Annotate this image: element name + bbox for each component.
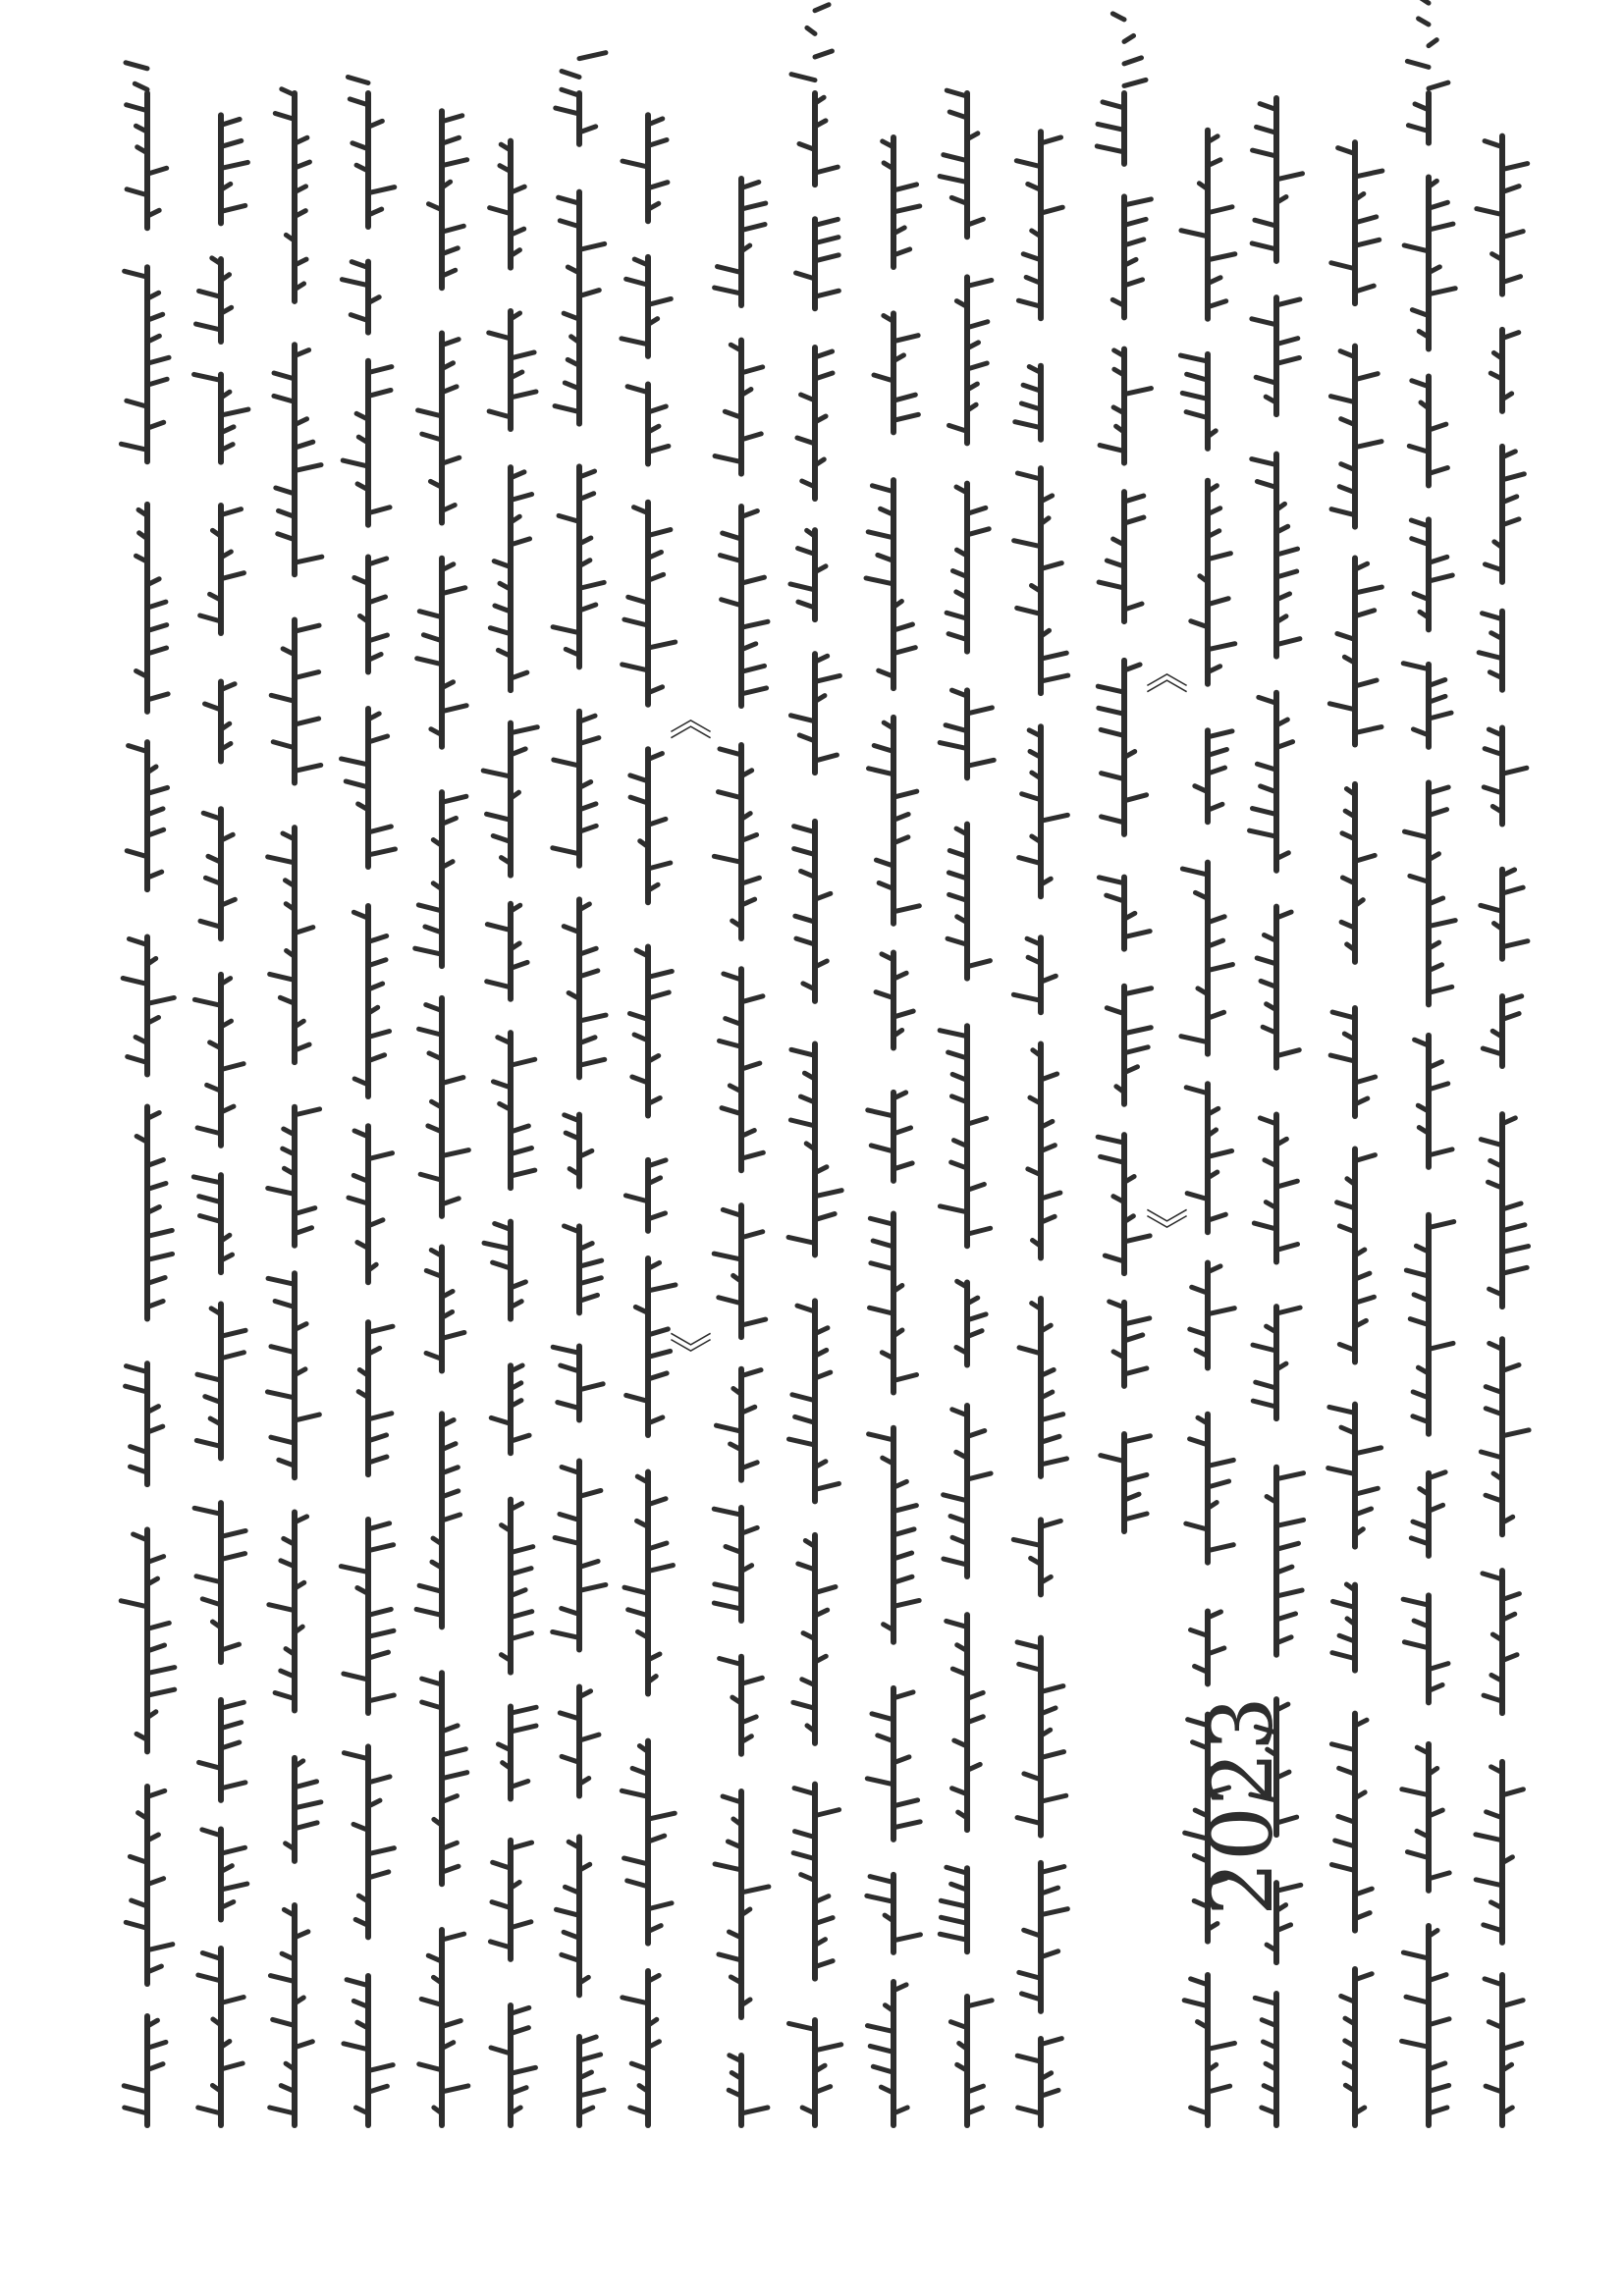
- guillemet-open: 《: [668, 1331, 718, 1374]
- text-column: [714, 179, 769, 2125]
- text-column: [622, 115, 676, 2125]
- text-column: [866, 137, 920, 2125]
- text-column: [1328, 142, 1382, 2125]
- text-column: [483, 141, 537, 2125]
- text-column: [121, 63, 175, 2125]
- text-column: [1402, 0, 1456, 2125]
- text-column: [267, 89, 321, 2125]
- guillemet-close: 》: [668, 697, 718, 740]
- text-column: [415, 111, 469, 2125]
- year-numeral: [1191, 1696, 1292, 1916]
- text-column: [1476, 136, 1529, 2125]
- text-columns: [121, 0, 1529, 2125]
- text-column: [1097, 0, 1151, 1531]
- text-column: [341, 77, 395, 2125]
- text-column: [788, 5, 841, 2125]
- text-column: [940, 90, 994, 2125]
- year-text: 2023: [1190, 1696, 1292, 1916]
- text-column: [193, 115, 248, 2125]
- text-column: [1013, 132, 1067, 2125]
- guillemet-open: 《: [1144, 1207, 1194, 1251]
- guillemet-close: 》: [1144, 651, 1194, 694]
- text-column: [553, 53, 606, 2125]
